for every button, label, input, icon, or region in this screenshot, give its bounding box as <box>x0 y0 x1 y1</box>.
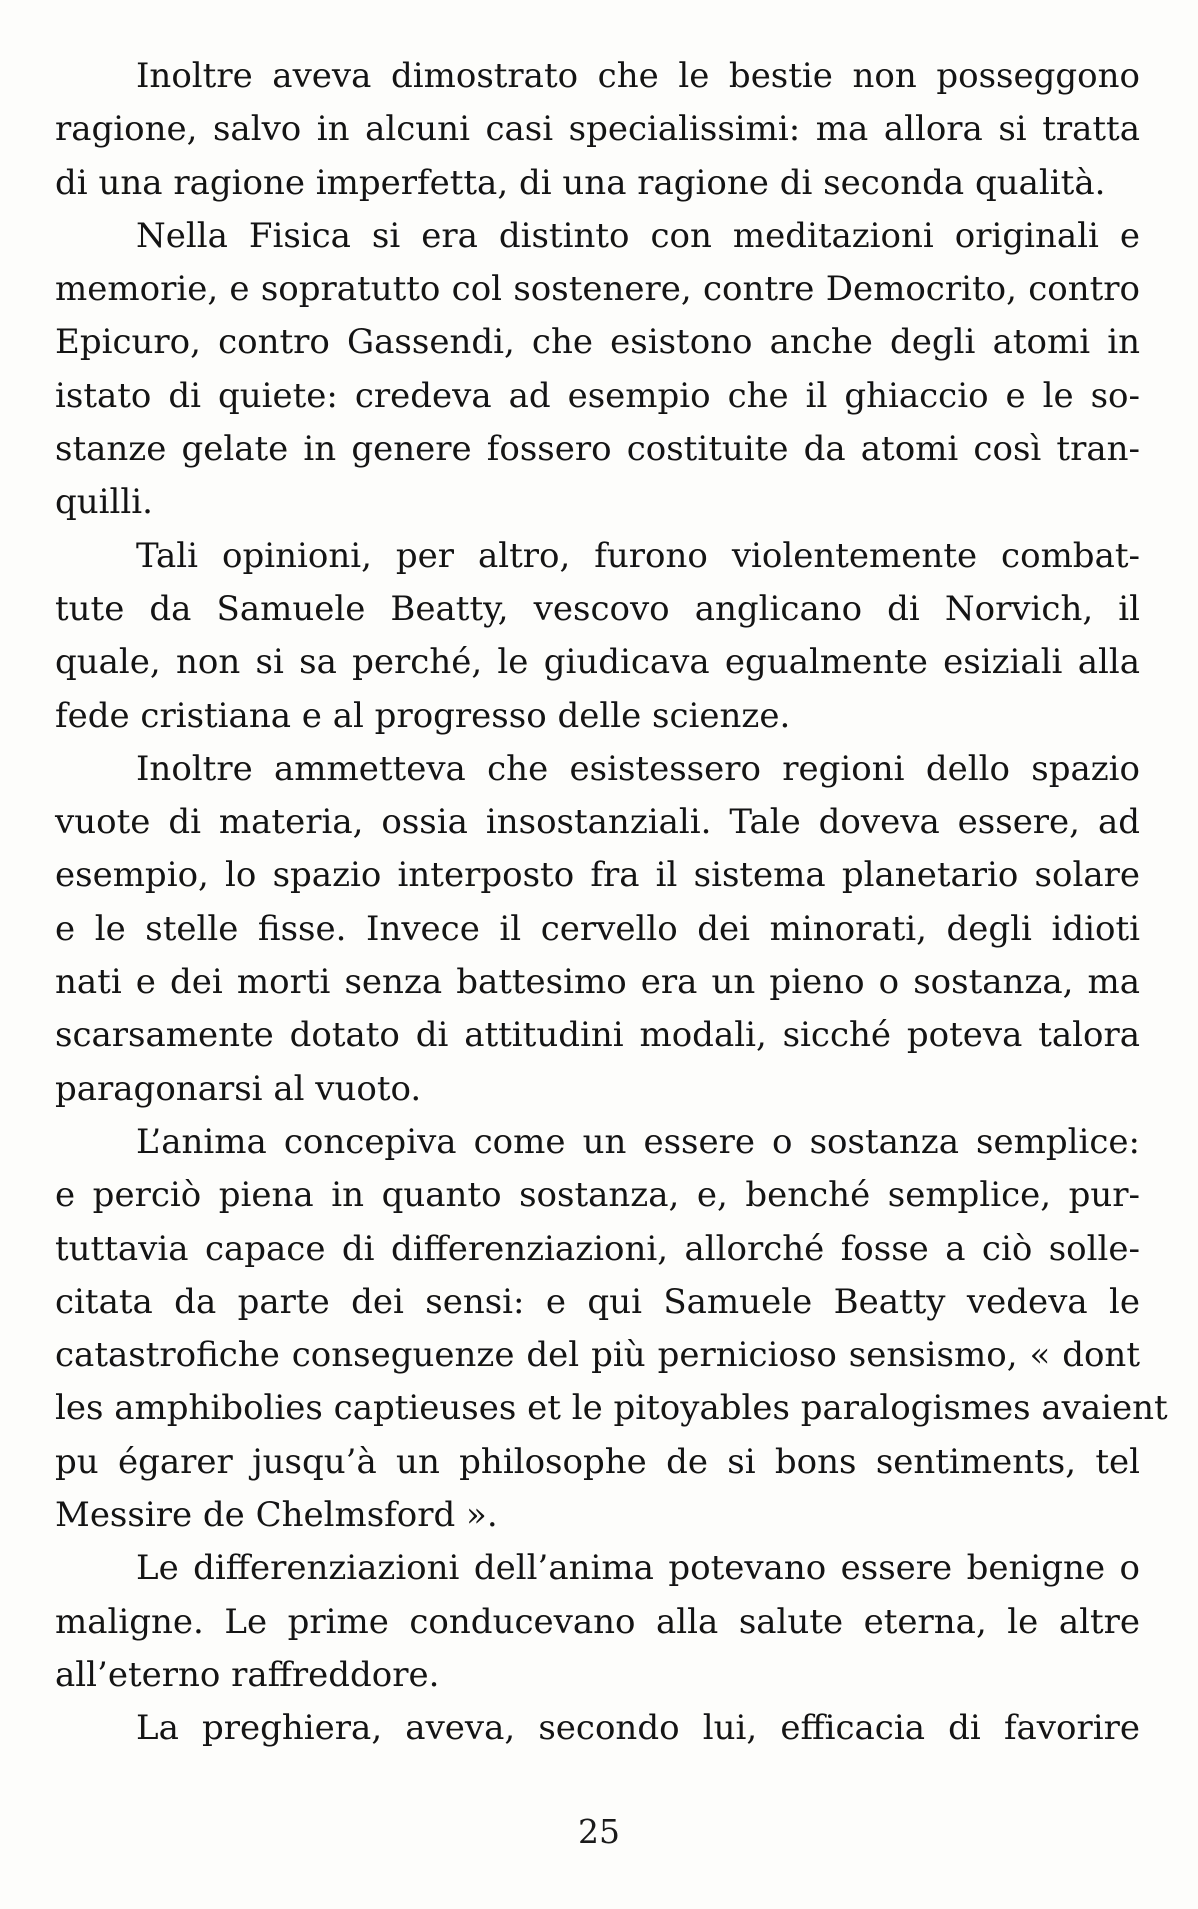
paragraph <box>55 1542 1140 1702</box>
paragraph <box>55 530 1140 743</box>
text-line: L’anima concepiva come un essere o sostanza semplice: <box>136 1121 1140 1162</box>
text-line: e le stelle fisse. Invece il cervello dei minorati, degli idioti <box>55 908 1140 949</box>
text-line: Epicuro, contro Gassendi, che esistono anche degli atomi in <box>55 322 1140 363</box>
text-line: vuote di materia, ossia insostanziali. Tale doveva essere, ad <box>55 802 1140 843</box>
text-line: Le differenziazioni dell’anima potevano essere benigne o <box>136 1548 1140 1589</box>
text-line: quilli. <box>55 482 153 523</box>
text-line: Nella Fisica si era distinto con meditazioni originali e <box>136 215 1140 256</box>
text-line: Messire de Chelmsford ». <box>55 1495 498 1536</box>
text-line: les amphibolies captieuses et le pitoyables paralogismes avaient <box>55 1388 1168 1429</box>
text-line: Tali opinioni, per altro, furono violentemente combat- <box>136 535 1140 576</box>
text-line: ragione, salvo in alcuni casi specialissimi: ma allora si tratta <box>55 109 1140 150</box>
text-line: citata da parte dei sensi: e qui Samuele Beatty vedeva le <box>55 1281 1140 1322</box>
text-line: istato di quiete: credeva ad esempio che il ghiaccio e le so- <box>55 375 1140 416</box>
text-line: all’eterno raffreddore. <box>55 1654 440 1695</box>
text-line: Inoltre aveva dimostrato che le bestie non posseggono <box>136 56 1140 96</box>
paragraph <box>55 1116 1168 1542</box>
text-line: nati e dei morti senza battesimo era un pieno o sostanza, ma <box>55 962 1140 1003</box>
text-line: esempio, lo spazio interposto fra il sistema planetario solare <box>55 855 1140 896</box>
text-line: La preghiera, aveva, secondo lui, efficacia di favorire <box>136 1708 1140 1749</box>
text-line: quale, non si sa perché, le giudicava egualmente esiziali alla <box>55 642 1140 683</box>
text-line: paragonarsi al vuoto. <box>55 1068 422 1109</box>
text-line: scarsamente dotato di attitudini modali, sicché poteva talora <box>55 1015 1140 1056</box>
text-line: Inoltre ammetteva che esistessero regioni dello spazio <box>136 748 1140 789</box>
text-line: di una ragione imperfetta, di una ragione di seconda qualità. <box>55 162 1106 203</box>
paragraph <box>55 50 1140 210</box>
text-line: pu égarer jusqu’à un philosophe de si bons sentiments, tel <box>55 1441 1140 1482</box>
text-line: catastrofiche conseguenze del più pernicioso sensismo, « dont <box>55 1335 1140 1376</box>
text-line: fede cristiana e al progresso delle scienze. <box>55 695 791 736</box>
paragraph <box>55 1702 1140 1755</box>
text-line: e perciò piena in quanto sostanza, e, benché semplice, pur- <box>55 1175 1140 1216</box>
paragraph <box>55 210 1140 530</box>
text-line: tuttavia capace di differenziazioni, allorché fosse a ciò solle- <box>55 1228 1140 1269</box>
paragraph <box>55 743 1140 1116</box>
text-line: stanze gelate in genere fossero costituite da atomi così tran- <box>55 429 1140 470</box>
text-line: memorie, e sopratutto col sostenere, contre Democrito, contro <box>55 269 1140 310</box>
body-text <box>55 50 1168 1756</box>
text-line: maligne. Le prime conducevano alla salute eterna, le altre <box>55 1601 1140 1642</box>
page-number: 25 <box>578 1812 620 1851</box>
text-line: tute da Samuele Beatty, vescovo anglicano di Norvich, il <box>55 588 1140 629</box>
